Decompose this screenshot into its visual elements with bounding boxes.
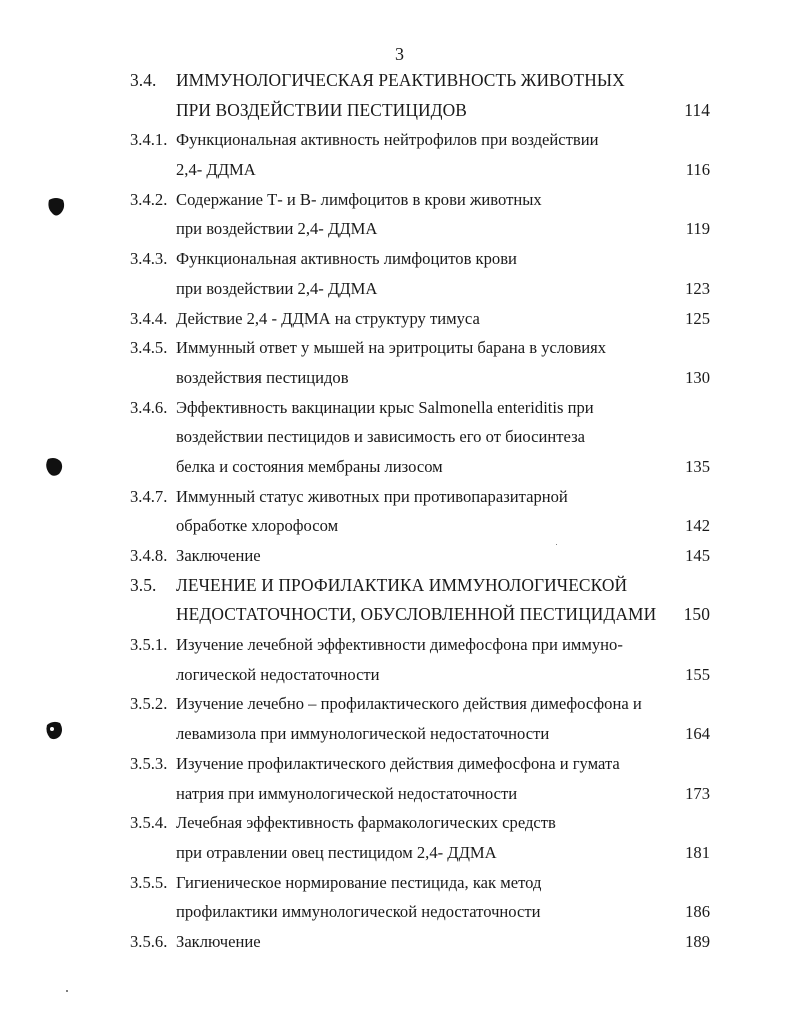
toc-page-number: 125 — [685, 308, 710, 328]
toc-section-number: 3.4.3. — [130, 249, 168, 269]
toc-line — [130, 333, 710, 363]
toc-title-text: Функциональная активность лимфоцитов крови — [176, 249, 517, 269]
toc-title-text: Лечебная эффективность фармакологических средств — [176, 813, 556, 833]
toc-title-text: Изучение лечебной эффективности димефосфона при иммуно- — [176, 635, 623, 655]
toc-line — [130, 274, 710, 304]
toc-title-text: Иммунный ответ у мышей на эритроциты барана в условиях — [176, 338, 607, 358]
toc-line — [130, 541, 710, 571]
toc-line — [130, 689, 710, 719]
toc-section-number: 3.4.2. — [130, 189, 168, 209]
page-number: 3 — [395, 44, 404, 64]
toc-title-text: Заключение — [176, 546, 261, 565]
toc-entry — [130, 630, 710, 689]
toc-title-text: Эффективность вакцинации крыс Salmonella enteriditis при — [176, 397, 594, 417]
toc-page-number: 135 — [685, 456, 710, 476]
toc-entry — [130, 66, 710, 125]
toc-title-text: Заключение — [176, 931, 261, 951]
toc-line — [130, 155, 710, 185]
toc-line — [130, 808, 710, 838]
scan-speck — [66, 990, 68, 992]
toc-page-number: 164 — [685, 724, 710, 744]
toc-title-text: Содержание Т- и В- лимфоцитов в крови животных — [176, 189, 542, 209]
toc-page-number: 123 — [685, 278, 710, 298]
toc-title-text: белка и состояния мембраны лизосом — [176, 456, 443, 476]
toc-entry — [130, 571, 710, 630]
toc-title-text: ИММУНОЛОГИЧЕСКАЯ РЕАКТИВНОСТЬ ЖИВОТНЫХ — [176, 70, 625, 90]
toc-section-number: 3.5. — [130, 574, 157, 595]
toc-section-number: 3.4.6. — [130, 397, 168, 417]
toc-section-number: 3.4. — [130, 70, 157, 90]
toc-line — [130, 630, 710, 660]
toc-entry — [130, 808, 710, 867]
toc-title-text: обработке хлорофосом — [176, 516, 339, 536]
toc-title-text: НЕДОСТАТОЧНОСТИ, ОБУСЛОВЛЕННОЙ ПЕСТИЦИДАМИ — [176, 604, 657, 625]
toc-line — [130, 868, 710, 898]
toc-title-text: при воздействии 2,4- ДДМА — [176, 219, 378, 239]
binding-hole-mark — [44, 720, 64, 742]
toc-page-number: 173 — [685, 783, 710, 803]
table-of-contents — [130, 66, 710, 957]
toc-page-number: 114 — [684, 99, 710, 120]
toc-title-text: Изучение профилактического действия димефосфона и гумата — [176, 753, 620, 773]
toc-line — [130, 660, 710, 690]
toc-line — [130, 304, 710, 334]
toc-page-number: 142 — [685, 516, 710, 536]
toc-entry — [130, 393, 710, 482]
toc-section-number: 3.5.1. — [130, 635, 168, 655]
toc-title-text: 2,4- ДДМА — [176, 160, 256, 180]
toc-line — [130, 571, 710, 601]
binding-hole-mark — [44, 456, 64, 478]
toc-section-number: 3.5.2. — [130, 694, 168, 714]
toc-line — [130, 422, 710, 452]
toc-entry — [130, 541, 710, 571]
toc-page-number: 119 — [685, 219, 710, 239]
toc-section-number: 3.4.4. — [130, 308, 168, 328]
toc-section-number: 3.5.5. — [130, 872, 168, 892]
toc-page-number: 145 — [685, 546, 710, 565]
toc-page-number: 181 — [685, 842, 710, 862]
toc-line — [130, 482, 710, 512]
binding-hole-mark — [46, 196, 66, 218]
toc-page-number: 155 — [685, 664, 710, 684]
toc-entry — [130, 333, 710, 392]
toc-line — [130, 363, 710, 393]
toc-title-text: Гигиеническое нормирование пестицида, как метод — [176, 872, 542, 892]
toc-entry — [130, 304, 710, 334]
toc-line — [130, 511, 710, 541]
toc-title-text: Изучение лечебно – профилактического действия димефосфона и — [176, 694, 642, 714]
toc-title-text: профилактики иммунологической недостаточности — [176, 902, 541, 922]
toc-entry — [130, 244, 710, 303]
toc-title-text: Иммунный статус животных при противопаразитарной — [176, 486, 568, 506]
toc-title-text: ЛЕЧЕНИЕ И ПРОФИЛАКТИКА ИММУНОЛОГИЧЕСКОЙ — [176, 574, 628, 595]
toc-entry — [130, 927, 710, 957]
toc-entry — [130, 868, 710, 927]
toc-entry — [130, 125, 710, 184]
toc-page-number: 186 — [685, 902, 710, 922]
toc-title-text: Действие 2,4 - ДДМА на структуру тимуса — [176, 308, 480, 328]
toc-section-number: 3.5.6. — [130, 931, 168, 951]
toc-page-number: 116 — [685, 160, 710, 180]
toc-line — [130, 749, 710, 779]
toc-entry — [130, 482, 710, 541]
toc-entry — [130, 749, 710, 808]
toc-title-text: воздействии пестицидов и зависимость его от биосинтеза — [176, 427, 585, 447]
toc-section-number: 3.5.4. — [130, 813, 168, 833]
toc-section-number: 3.4.1. — [130, 130, 168, 150]
toc-line — [130, 66, 710, 96]
toc-line — [130, 452, 710, 482]
toc-line — [130, 393, 710, 423]
toc-title-text: воздействия пестицидов — [176, 367, 349, 387]
toc-line — [130, 600, 710, 630]
toc-title-text: натрия при иммунологической недостаточности — [176, 783, 518, 803]
toc-section-number: 3.4.8. — [130, 546, 168, 565]
toc-line — [130, 779, 710, 809]
toc-section-number: 3.4.7. — [130, 486, 168, 506]
toc-line — [130, 927, 710, 957]
toc-entry — [130, 689, 710, 748]
toc-entry — [130, 185, 710, 244]
toc-page-number: 130 — [685, 367, 710, 387]
toc-title-text: логической недостаточности — [176, 664, 380, 684]
toc-section-number: 3.5.3. — [130, 753, 168, 773]
toc-line — [130, 244, 710, 274]
toc-title-text: при отравлении овец пестицидом 2,4- ДДМА — [176, 842, 497, 862]
toc-title-text: левамизола при иммунологической недостаточности — [176, 724, 550, 744]
toc-line — [130, 838, 710, 868]
toc-section-number: 3.4.5. — [130, 338, 168, 358]
toc-title-text: при воздействии 2,4- ДДМА — [176, 278, 378, 298]
toc-line — [130, 214, 710, 244]
toc-line — [130, 897, 710, 927]
toc-line — [130, 125, 710, 155]
toc-title-text: Функциональная активность нейтрофилов при воздействии — [176, 130, 599, 150]
toc-page-number: 150 — [683, 604, 710, 625]
toc-line — [130, 96, 710, 126]
toc-line — [130, 719, 710, 749]
toc-title-text: ПРИ ВОЗДЕЙСТВИИ ПЕСТИЦИДОВ — [176, 99, 467, 120]
toc-page-number: 189 — [685, 931, 710, 951]
toc-line — [130, 185, 710, 215]
